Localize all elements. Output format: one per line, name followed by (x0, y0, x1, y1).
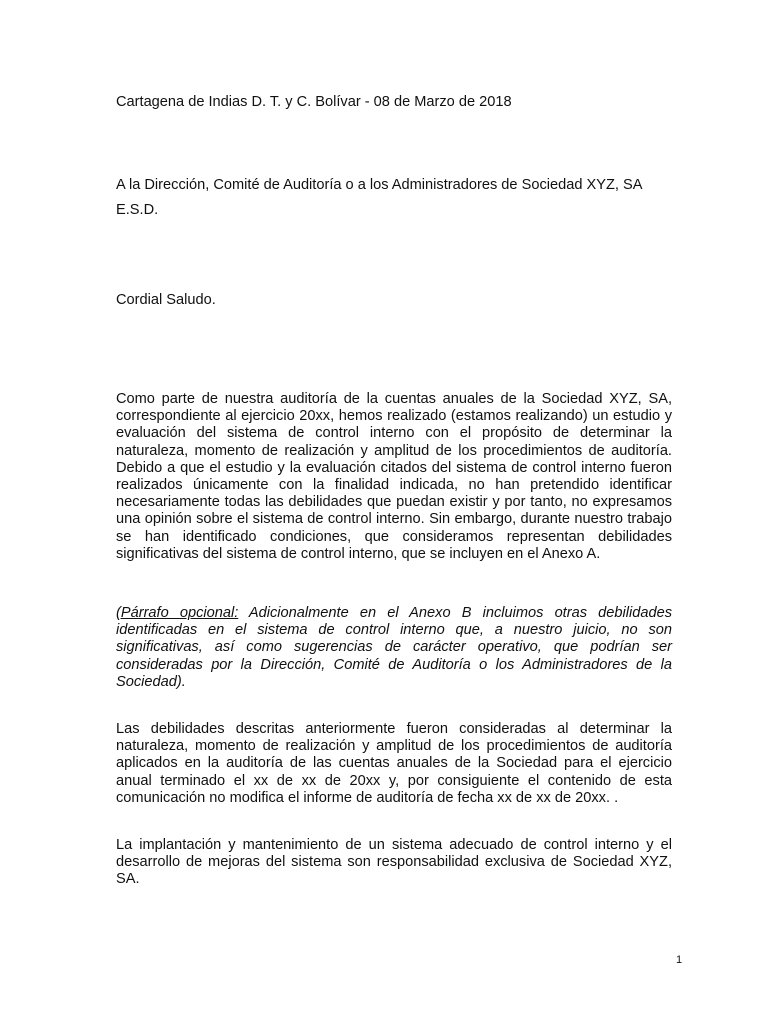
recipient-abbreviation: E.S.D. (116, 202, 159, 218)
paragraph-2-text (116, 605, 672, 691)
paragraph-1 (116, 391, 672, 563)
paragraph-4 (116, 837, 672, 889)
paragraph-4-text: La implantación y mantenimiento de un sistema adecuado de control interno y el desarrollo de mejoras del sistema son responsabilidad exclusiva de Sociedad XYZ, SA. (116, 837, 672, 888)
page-number: 1 (676, 954, 683, 966)
paragraph-2 (116, 605, 672, 691)
paragraph-3 (116, 721, 672, 807)
date-line: Cartagena de Indias D. T. y C. Bolívar - 08 de Marzo de 2018 (116, 94, 512, 110)
recipient-line: A la Dirección, Comité de Auditoría o a los Administradores de Sociedad XYZ, SA (116, 177, 643, 193)
optional-paragraph-body: Adicionalmente en el Anexo B incluimos otras debilidades identificadas en el sistema de control interno que, a nuestro juicio, no son significativas, así como sugerencias de carácter operativo, que podrían ser consideradas por la Dirección, Comité de Auditoría o los Administradores de la Sociedad). (116, 605, 672, 690)
salutation: Cordial Saludo. (116, 292, 216, 308)
paragraph-3-text: Las debilidades descritas anteriormente fueron consideradas al determinar la naturaleza, momento de realización y amplitud de los procedimientos de auditoría aplicados en la auditoría de las cuentas anuales de la Sociedad para el ejercicio anual terminado el xx de xx de 20xx y, por consiguiente el contenido de esta comunicación no modifica el informe de auditoría de fecha xx de xx de 20xx. . (116, 721, 672, 806)
optional-paragraph-label: (Párrafo opcional: (116, 605, 239, 621)
paragraph-1-text: Como parte de nuestra auditoría de la cuentas anuales de la Sociedad XYZ, SA, correspondiente al ejercicio 20xx, hemos realizado (estamos realizando) un estudio y evaluación del sistema de control interno con el propósito de determinar la naturaleza, momento de realización y amplitud de los procedimientos de auditoría. Debido a que el estudio y la evaluación citados del sistema de control interno fueron realizados únicamente con la finalidad indicada, no han pretendido identificar necesariamente todas las debilidades que puedan existir y por tanto, no expresamos una opinión sobre el sistema de control interno. Sin embargo, durante nuestro trabajo se han identificado condiciones, que consideramos representan debilidades significativas del sistema de control interno, que se incluyen en el Anexo A. (116, 391, 672, 562)
